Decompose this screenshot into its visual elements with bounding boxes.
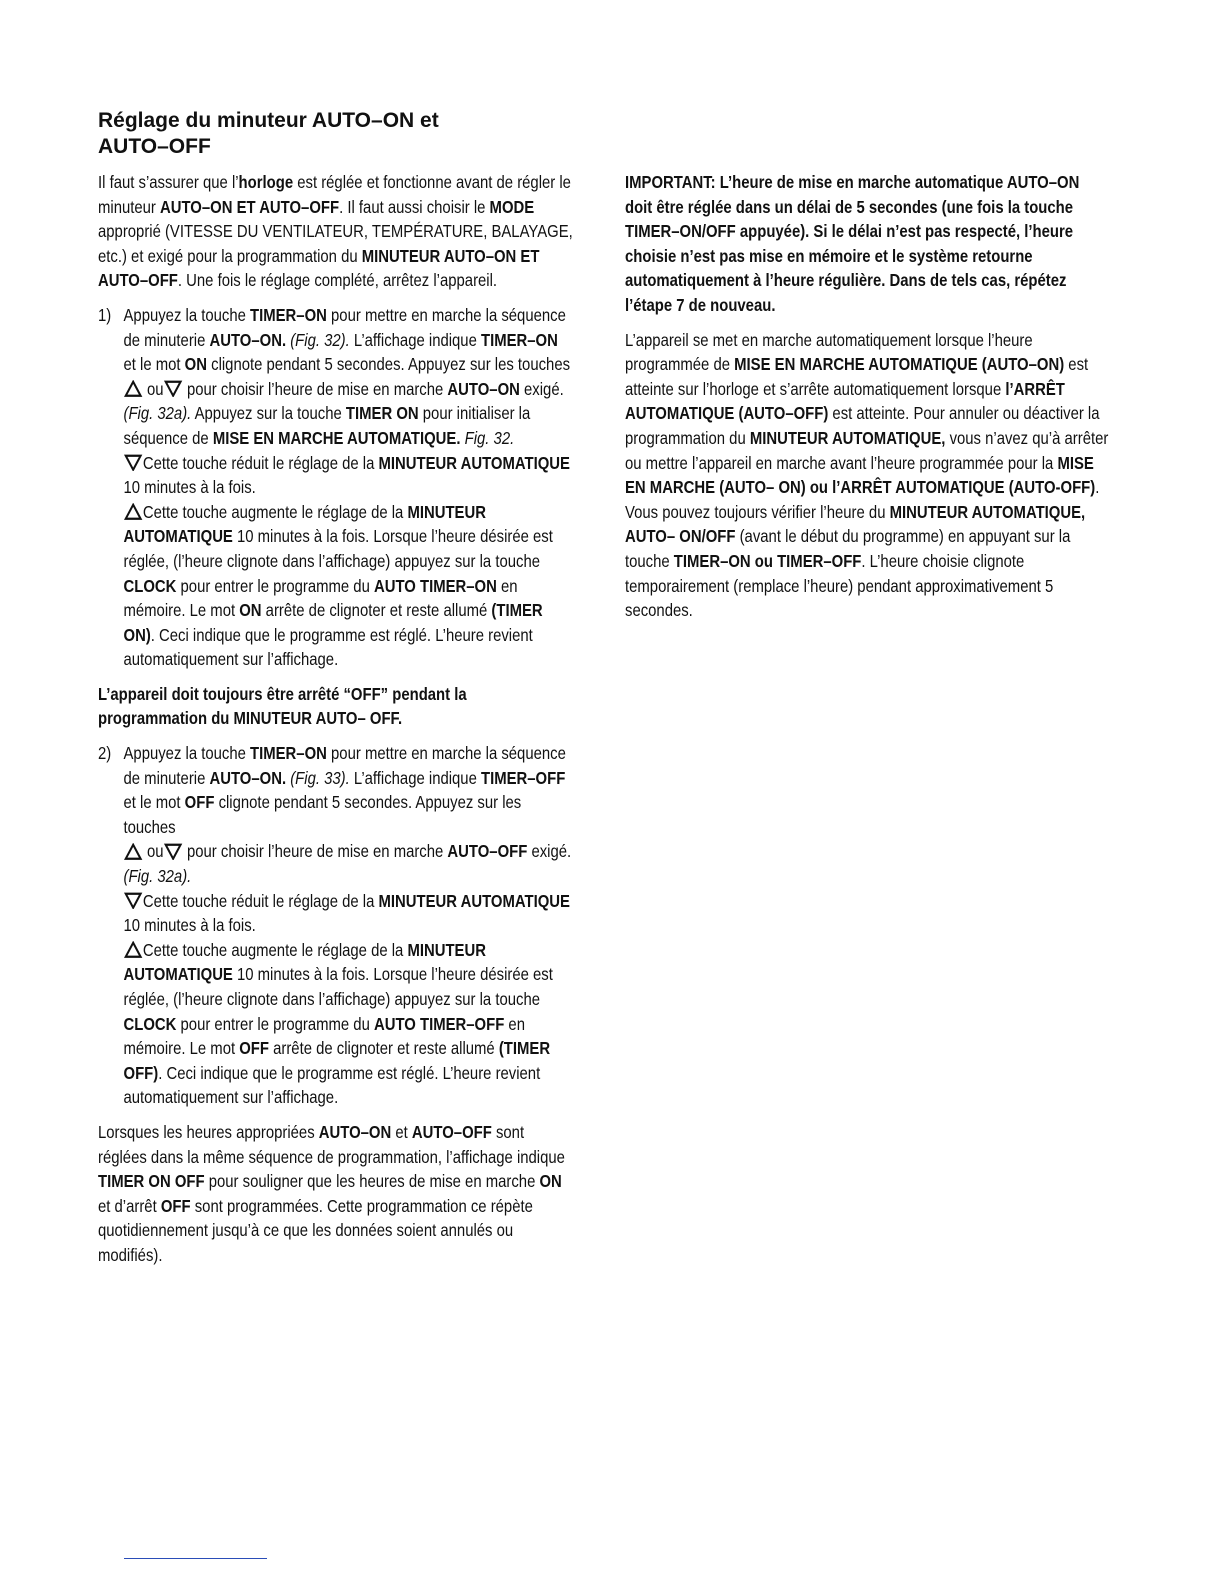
up-triangle-icon xyxy=(124,380,143,398)
step-number: 2) xyxy=(98,743,112,764)
step-1-down-note: Cette touche réduit le réglage de la MINUTEUR AUTOMATIQUE 10 minutes à la fois. xyxy=(123,452,570,498)
title-line-2: AUTO–OFF xyxy=(98,135,211,158)
step-2-down-note: Cette touche réduit le réglage de la MINUTEUR AUTOMATIQUE 10 minutes à la fois. xyxy=(123,890,570,936)
down-triangle-icon xyxy=(124,454,143,472)
step-2-up-note: Cette touche augmente le réglage de la MINUTEUR AUTOMATIQUE 10 minutes à la fois. Lorsque l’heure désirée est réglée, (l’heure clignote dans l’affichage) appuyez sur la touche CLOCK pour entrer le programme du AUTO TIMER–OFF en mémoire. Le mot OFF arrête de clignoter et reste allumé (TIMER OFF). Ceci indique que le programme est réglé. L’heure revient automatiquement sur l’affichage. xyxy=(123,939,553,1108)
down-triangle-icon xyxy=(164,380,183,398)
section-title xyxy=(98,108,578,160)
step-1-intro: Appuyez la touche TIMER–ON pour mettre en marche la séquence de minuterie AUTO–ON. (Fig. 32). L’affichage indique TIMER–ON et le mot ON clignote pendant 5 secondes. Appuyez sur les touches xyxy=(123,304,571,375)
step-2 xyxy=(98,741,574,1110)
down-triangle-icon xyxy=(164,843,183,861)
step-number: 1) xyxy=(98,304,112,325)
step-1-buttons: ou pour choisir l’heure de mise en marche AUTO–ON exigé. (Fig. 32a). Appuyez sur la touche TIMER ON pour initialiser la séquence de MISE EN MARCHE AUTOMATIQUE. Fig. 32. xyxy=(123,378,564,448)
right-column xyxy=(625,170,1110,633)
important-note: IMPORTANT: L’heure de mise en marche automatique AUTO–ON doit être réglée dans un délai de 5 secondes (une fois la touche TIMER–ON/OFF appuyée). Si le délai n’est pas respecté, l’heure choisie n’est pas mise en mémoire et le système retourne automatiquement à l’heure régulière. Dans de tels cas, répétez l’étape 7 de nouveau. xyxy=(625,172,1080,315)
title-line-1: Réglage du minuteur AUTO–ON et xyxy=(98,109,439,132)
up-triangle-icon xyxy=(124,843,143,861)
up-triangle-icon xyxy=(124,503,143,521)
down-triangle-icon xyxy=(124,892,143,910)
closing-paragraph: Lorsques les heures appropriées AUTO–ON et AUTO–OFF sont réglées dans la même séquence de programmation, l’affichage indique TIMER ON OFF pour souligner que les heures de mise en marche ON et d’arrêt OFF sont programmées. Cette programmation ce répète quotidiennement jusqu’à ce que les données soient annulés ou modifiés). xyxy=(98,1121,565,1265)
step-1-up-note: Cette touche augmente le réglage de la MINUTEUR AUTOMATIQUE 10 minutes à la fois. Lorsque l’heure désirée est réglée, (l’heure clignote dans l’affichage) appuyez sur la touche CLOCK pour entrer le programme du AUTO TIMER–ON en mémoire. Le mot ON arrête de clignoter et reste allumé (TIMER ON). Ceci indique que le programme est réglé. L’heure revient automatiquement sur l’affichage. xyxy=(123,501,553,670)
step-1 xyxy=(98,303,574,672)
footer-rule xyxy=(124,1558,267,1559)
warning-note: L’appareil doit toujours être arrêté “OFF” pendant la programmation du MINUTEUR AUTO– OFF. xyxy=(98,683,467,729)
step-2-intro: Appuyez la touche TIMER–ON pour mettre en marche la séquence de minuterie AUTO–ON. (Fig. 33). L’affichage indique TIMER–OFF et le mot OFF clignote pendant 5 secondes. Appuyez sur les touches xyxy=(123,743,566,837)
step-2-buttons: ou pour choisir l’heure de mise en marche AUTO–OFF exigé. (Fig. 32a). xyxy=(123,841,572,887)
auto-timer-paragraph: L’appareil se met en marche automatiquement lorsque l’heure programmée de MISE EN MARCHE AUTOMATIQUE (AUTO–ON) est atteinte sur l’horloge et s’arrête automatiquement lorsque l’ARRÊT AUTOMATIQUE (AUTO–OFF) est atteinte. Pour annuler ou déactiver la programmation du MINUTEUR AUTOMATIQUE, vous n’avez qu’à arrêter ou mettre l’appareil en marche avant l’heure programmée pour la MISE EN MARCHE (AUTO– ON) ou l’ARRÊT AUTOMATIQUE (AUTO-OFF). Vous pouvez toujours vérifier l’heure du MINUTEUR AUTOMATIQUE, AUTO– ON/OFF (avant le début du programme) en appuyant sur la touche TIMER–ON ou TIMER–OFF. L’heure choisie clignote temporairement (remplace l’heure) pendant approximativement 5 secondes. xyxy=(625,329,1109,621)
intro-paragraph: Il faut s’assurer que l’horloge est réglée et fonctionne avant de régler le minuteur AUTO–ON ET AUTO–OFF. Il faut aussi choisir le MODE approprié (VITESSE DU VENTILATEUR, TEMPÉRATURE, BALAYAGE, etc.) et exigé pour la programmation du MINUTEUR AUTO–ON ET AUTO–OFF. Une fois le réglage complété, arrêtez l’appareil. xyxy=(98,172,573,291)
left-column xyxy=(98,170,574,1278)
up-triangle-icon xyxy=(124,941,143,959)
